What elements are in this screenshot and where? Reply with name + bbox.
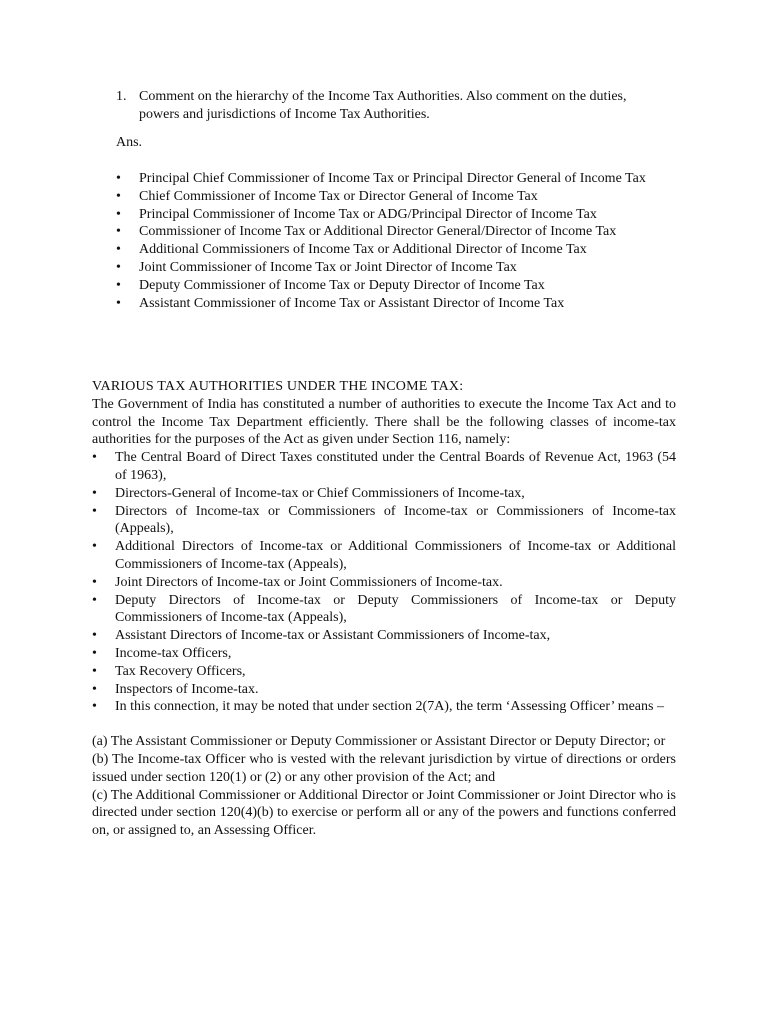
- list-item: • Deputy Commissioner of Income Tax or Deputy Director of Income Tax: [116, 277, 676, 295]
- section-heading: [92, 378, 676, 396]
- question-text: Comment on the hierarchy of the Income Tax Authorities. Also comment on the duties, powers and jurisdictions of Income Tax Authorities.: [139, 89, 627, 122]
- list-item: • The Central Board of Direct Taxes constituted under the Central Boards of Revenue Act, 1963 (54 of 1963),: [92, 449, 676, 485]
- list-item: • Inspectors of Income-tax.: [92, 681, 676, 699]
- list-item: • Assistant Commissioner of Income Tax or Assistant Director of Income Tax: [116, 295, 676, 313]
- list-item: • Directors of Income-tax or Commissioners of Income-tax or Commissioners of Income-tax (Appeals),: [92, 503, 676, 539]
- list-item: • Deputy Directors of Income-tax or Deputy Commissioners of Income-tax or Deputy Commissioners of Income-tax (Appeals),: [92, 592, 676, 628]
- list-item: • Joint Commissioner of Income Tax or Joint Director of Income Tax: [116, 259, 676, 277]
- section-intro: The Government of India has constituted a number of authorities to execute the Income Tax Act and to control the Income Tax Department efficiently. There shall be the following classes of income-tax authorities for the purposes of the Act as given under Section 116, namely:: [92, 396, 676, 448]
- answer-label: Ans.: [116, 135, 143, 150]
- list-item: • In this connection, it may be noted that under section 2(7A), the term ‘Assessing Officer’ means –: [92, 698, 676, 716]
- list-item: • Principal Chief Commissioner of Income Tax or Principal Director General of Income Tax: [116, 170, 676, 188]
- definition-c: (c) The Additional Commissioner or Additional Director or Joint Commissioner or Joint Director who is directed under section 120(4)(b) to exercise or perform all or any of the powers and functions conferred on, or assigned to, an Assessing Officer.: [92, 787, 676, 839]
- list-item: • Principal Commissioner of Income Tax or ADG/Principal Director of Income Tax: [116, 206, 676, 224]
- authorities-list: [92, 449, 676, 716]
- question-item: [116, 88, 656, 124]
- definition-a: (a) The Assistant Commissioner or Deputy Commissioner or Assistant Director or Deputy Director; or: [92, 734, 666, 750]
- definition-b: (b) The Income-tax Officer who is vested with the relevant jurisdiction by virtue of directions or orders issued under section 120(1) or (2) or any other provision of the Act; and: [92, 751, 676, 785]
- question-number: 1.: [116, 89, 127, 104]
- section-heading-colon: :: [459, 379, 464, 394]
- hierarchy-list: [116, 170, 676, 312]
- list-item: • Chief Commissioner of Income Tax or Director General of Income Tax: [116, 188, 676, 206]
- assessing-officer-definitions: [92, 733, 676, 840]
- list-item: • Additional Directors of Income-tax or Additional Commissioners of Income-tax or Additional Commissioners of Income-tax (Appeals),: [92, 538, 676, 574]
- list-item: • Commissioner of Income Tax or Additional Director General/Director of Income Tax: [116, 223, 676, 241]
- list-item: • Income-tax Officers,: [92, 645, 676, 663]
- tax-authorities-section: [92, 378, 676, 840]
- section-heading-text: VARIOUS TAX AUTHORITIES UNDER THE INCOME TAX: [92, 379, 460, 394]
- list-item: • Tax Recovery Officers,: [92, 663, 676, 681]
- list-item: • Directors-General of Income-tax or Chief Commissioners of Income-tax,: [92, 485, 676, 503]
- list-item: • Additional Commissioners of Income Tax or Additional Director of Income Tax: [116, 241, 676, 259]
- list-item: • Joint Directors of Income-tax or Joint Commissioners of Income-tax.: [92, 574, 676, 592]
- list-item: • Assistant Directors of Income-tax or Assistant Commissioners of Income-tax,: [92, 627, 676, 645]
